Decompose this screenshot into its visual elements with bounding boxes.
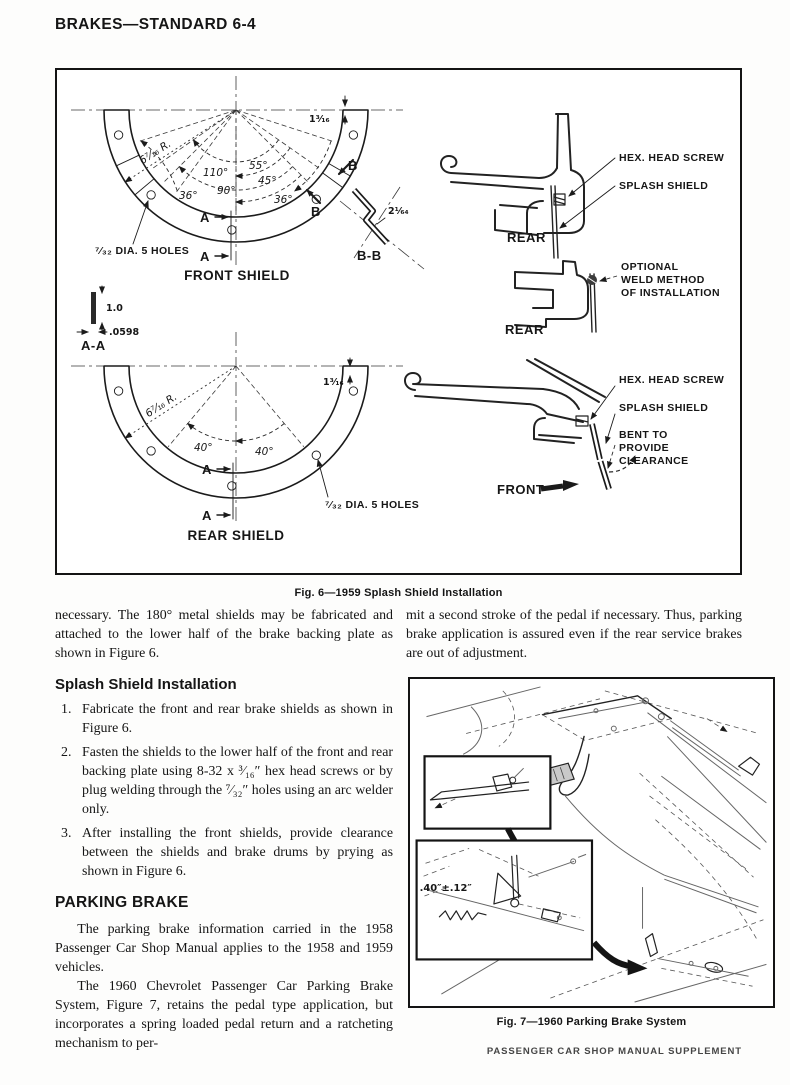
front-shield-angle-45: 45°	[258, 175, 277, 187]
body-paragraph: necessary. The 180° metal shields may be fabricated and attached to the lower half of the brake backing plate as shown in Figure 6.	[55, 608, 393, 661]
left-text-column	[55, 606, 393, 1053]
list-text: Fasten the shields to the lower half of the front and rear backing plate using 8-32 x ³⁄₁₆″ hex head screws or by plug welding through the ⁷⁄₃₂″ holes using an arc welder only.	[82, 745, 393, 817]
rear-shield-angle-right: 40°	[255, 446, 274, 458]
rear-top-view-drawing	[441, 114, 724, 258]
front-shield-edge-dim: 1³⁄₁₆	[309, 114, 330, 125]
front-shield-drawing	[71, 76, 403, 283]
rear-shield-drawing	[71, 332, 419, 543]
front-shield-radius-label: 6⁷⁄₁₆ R.	[137, 137, 174, 168]
front-view-label: FRONT	[497, 482, 545, 497]
equalizer-adjustment-dim: .40″±.12″	[419, 883, 472, 895]
front-view-drawing	[405, 359, 724, 497]
list-item	[55, 824, 393, 881]
section-a-marker: A	[200, 249, 210, 264]
front-shield-angle-55: 55°	[249, 160, 268, 172]
figure6-splash-shield-installation	[55, 68, 742, 575]
section-bb-drawing	[340, 187, 424, 269]
splash-shield-installation-heading: Splash Shield Installation	[55, 676, 237, 693]
figure6-drawing	[57, 70, 740, 573]
figure6-caption: Fig. 6—1959 Splash Shield Installation	[294, 587, 503, 599]
body-paragraph: The 1960 Chevrolet Passenger Car Parking Brake System, Figure 7, retains the pedal type application, but incorporates a spring loaded pedal return and a ratcheting mechanism to per-	[55, 979, 393, 1051]
list-text: After installing the front shields, provide clearance between the shields and brake drums by prying as shown in Figure 6.	[82, 826, 393, 879]
section-b-marker: B	[348, 158, 358, 173]
page-footer: PASSENGER CAR SHOP MANUAL SUPPLEMENT	[486, 1046, 742, 1057]
figure7-caption: Fig. 7—1960 Parking Brake System	[496, 1016, 687, 1028]
body-paragraph: The parking brake information carried in the 1958 Passenger Car Shop Manual applies to the 1958 and 1959 vehicles.	[55, 922, 393, 975]
front-shield-angle-90: 90°	[217, 185, 236, 197]
cable-clamp-inset	[425, 756, 551, 828]
rear-weld-optional-label: OPTIONAL	[621, 261, 679, 273]
front-view-hex-head-screw-label: HEX. HEAD SCREW	[619, 374, 725, 386]
section-bb-label: B-B	[357, 248, 382, 263]
body-paragraph: mit a second stroke of the pedal if necessary. Thus, parking brake application is assured even if the rear service brakes are out of adjustment.	[406, 608, 742, 661]
front-view-provide-label: PROVIDE	[619, 442, 670, 454]
parking-brake-heading: PARKING BRAKE	[55, 894, 189, 911]
list-text: Fabricate the front and rear brake shields as shown in Figure 6.	[82, 702, 393, 736]
figure7-parking-brake-system	[408, 677, 775, 1008]
list-number: 3.	[61, 826, 72, 841]
rear-shield-holes-label: ⁷⁄₃₂ DIA. 5 HOLES	[325, 499, 420, 511]
front-view-bent-to-label: BENT TO	[619, 429, 668, 441]
page-title: BRAKES—STANDARD 6-4	[55, 16, 257, 33]
rear-cable-mechanism-drawing	[643, 887, 753, 986]
section-aa-width-dim: .0598	[109, 327, 140, 338]
rear-weld-installation-label: OF INSTALLATION	[621, 287, 720, 299]
rear-top-hex-head-screw-label: HEX. HEAD SCREW	[619, 152, 725, 164]
section-bb-dim: 2¹⁄₆₄	[388, 206, 409, 217]
equalizer-pointer-arrow	[594, 943, 632, 967]
front-view-clearance-label: CLEARANCE	[619, 455, 689, 467]
rear-weld-method-label: WELD METHOD	[621, 274, 705, 286]
section-aa-height-dim: 1.0	[106, 303, 123, 314]
rear-shield-radius-label: 6⁷⁄₁₆ R.	[143, 390, 180, 421]
list-number: 2.	[61, 745, 72, 760]
equalizer-pointer-arrowhead	[628, 959, 648, 975]
rear-weld-view-label: REAR	[505, 322, 544, 337]
rear-top-view-label: REAR	[507, 230, 546, 245]
section-aa-drawing	[77, 286, 139, 353]
rear-top-splash-shield-label: SPLASH SHIELD	[619, 180, 709, 192]
rear-shield-edge-dim: 1³⁄₁₆	[323, 377, 344, 388]
list-number: 1.	[61, 702, 72, 717]
front-view-splash-shield-label: SPLASH SHIELD	[619, 402, 709, 414]
section-aa-label: A-A	[81, 338, 106, 353]
figure7-drawing	[410, 679, 773, 1006]
section-a-marker: A	[202, 508, 212, 523]
equalizer-inset	[417, 841, 592, 960]
section-b-marker: B	[311, 204, 321, 219]
rear-shield-title: REAR SHIELD	[187, 528, 285, 543]
section-a-marker: A	[202, 462, 212, 477]
list-item	[55, 700, 393, 738]
section-a-marker: A	[200, 210, 210, 225]
front-shield-angle-110: 110°	[203, 167, 229, 179]
front-shield-title: FRONT SHIELD	[184, 268, 290, 283]
front-shield-holes-label: ⁷⁄₃₂ DIA. 5 HOLES	[95, 245, 190, 257]
rear-shield-angle-left: 40°	[194, 442, 213, 454]
rear-weld-view-drawing	[505, 261, 720, 337]
list-item	[55, 743, 393, 819]
right-text-column	[406, 606, 742, 663]
front-shield-angle-36-right: 36°	[274, 194, 293, 206]
front-shield-angle-36-left: 36°	[179, 190, 198, 202]
